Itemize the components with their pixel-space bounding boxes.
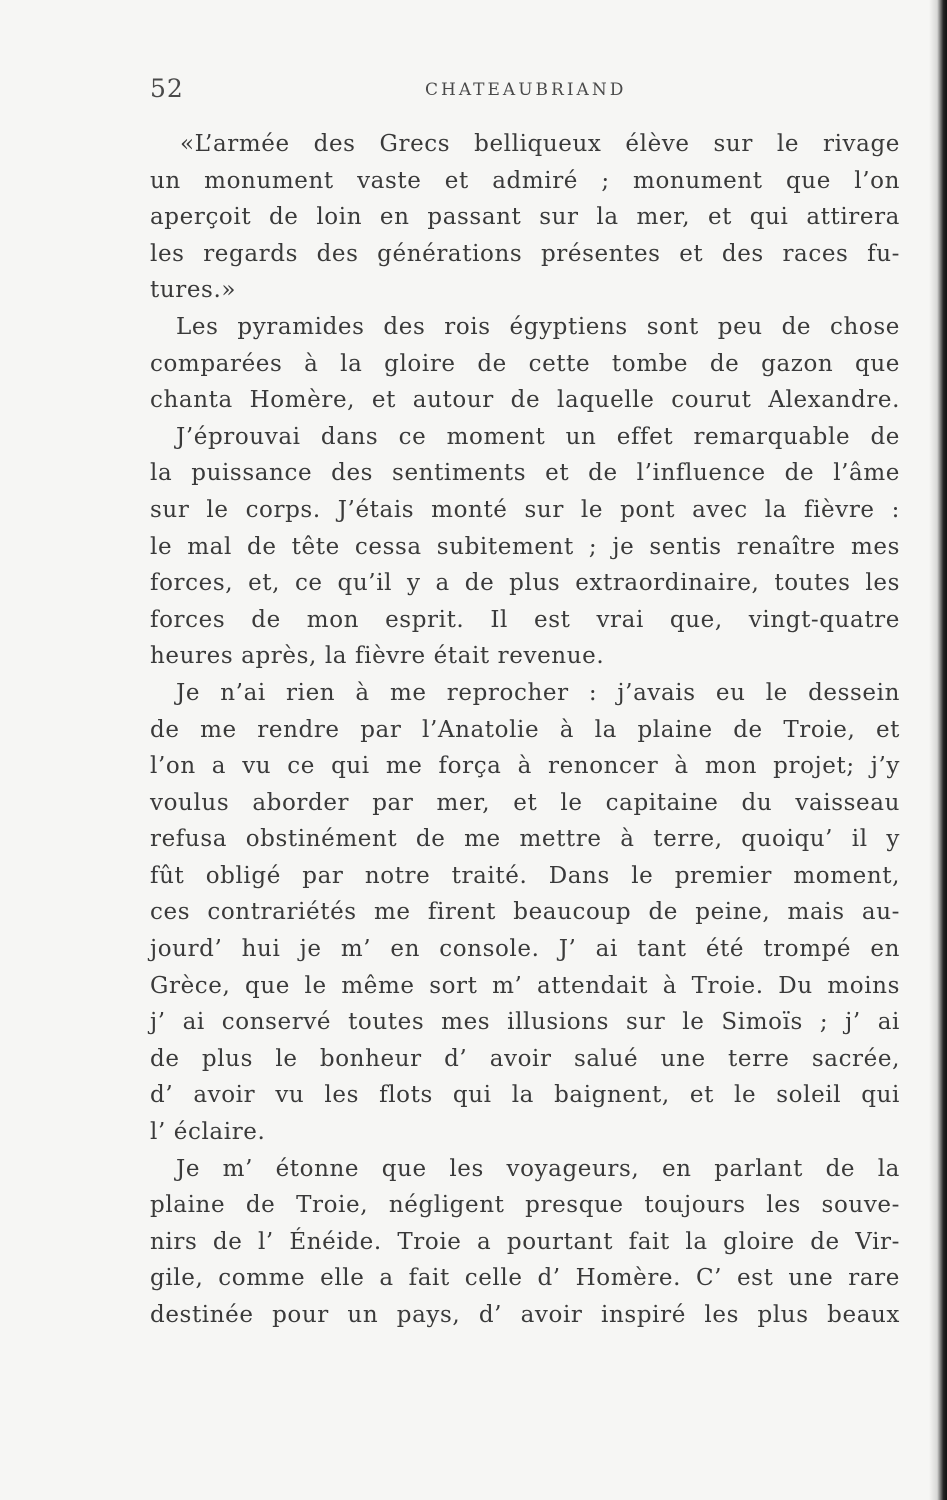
text-line: nirs de l’ Énéide. Troie a pourtant fait la gloire de Vir-	[150, 1228, 900, 1255]
text-line: de plus le bonheur d’ avoir salué une terre sacrée,	[150, 1045, 900, 1072]
text-line: j’ ai conservé toutes mes illusions sur le Simoïs ; j’ ai	[150, 1009, 900, 1036]
text-line: comparées à la gloire de cette tombe de gazon que	[150, 350, 900, 377]
text-line: l’on a vu ce qui me força à renoncer à mon projet; j’y	[150, 753, 900, 780]
text-line: l’ éclaire.	[150, 1119, 266, 1146]
page-header	[148, 74, 908, 110]
text-line: forces de mon esprit. Il est vrai que, vingt-quatre	[150, 606, 900, 633]
text-line: les regards des générations présentes et des races fu-	[150, 240, 900, 267]
text-line: J’éprouvai dans ce moment un effet remarquable de	[176, 423, 900, 450]
text-line: Grèce, que le même sort m’ attendait à Troie. Du moins	[150, 972, 900, 999]
text-line: gile, comme elle a fait celle d’ Homère. C’ est une rare	[150, 1265, 900, 1292]
text-line: Les pyramides des rois égyptiens sont peu de chose	[176, 313, 900, 340]
body-text	[150, 126, 900, 1334]
text-line: plaine de Troie, négligent presque toujours les souve-	[150, 1192, 900, 1219]
running-title: CHATEAUBRIAND	[425, 80, 627, 100]
text-line: fût obligé par notre traité. Dans le premier moment,	[150, 862, 900, 889]
text-line: heures après, la fièvre était revenue.	[150, 643, 605, 670]
text-line: «L’armée des Grecs belliqueux élève sur le rivage	[180, 131, 900, 157]
text-line: de me rendre par l’Anatolie à la plaine de Troie, et	[150, 716, 900, 743]
text-line: jourd’ hui je m’ en console. J’ ai tant été trompé en	[150, 936, 900, 963]
text-line: refusa obstinément de me mettre à terre, quoiqu’ il y	[150, 826, 900, 853]
page-edge-shadow	[929, 0, 947, 1500]
text-line: Je n’ai rien à me reprocher : j’avais eu le dessein	[176, 679, 900, 706]
text-line: sur le corps. J’étais monté sur le pont avec la fièvre :	[150, 496, 900, 523]
text-line: ces contrariétés me firent beaucoup de peine, mais au-	[150, 899, 900, 926]
text-line: aperçoit de loin en passant sur la mer, et qui attirera	[150, 204, 900, 231]
text-line: tures.»	[150, 277, 237, 304]
text-line: Je m’ étonne que les voyageurs, en parlant de la	[176, 1155, 900, 1182]
text-line: chanta Homère, et autour de laquelle courut Alexandre.	[150, 387, 900, 414]
text-line: un monument vaste et admiré ; monument que l’on	[150, 167, 900, 194]
text-line: le mal de tête cessa subitement ; je sentis renaître mes	[150, 533, 900, 560]
page-number: 52	[150, 74, 184, 103]
text-line: forces, et, ce qu’il y a de plus extraordinaire, toutes les	[150, 570, 900, 597]
text-line: destinée pour un pays, d’ avoir inspiré les plus beaux	[150, 1302, 900, 1328]
text-line: voulus aborder par mer, et le capitaine du vaisseau	[150, 789, 900, 816]
text-line: la puissance des sentiments et de l’influence de l’âme	[150, 460, 900, 487]
text-line: d’ avoir vu les flots qui la baignent, et le soleil qui	[150, 1082, 900, 1109]
